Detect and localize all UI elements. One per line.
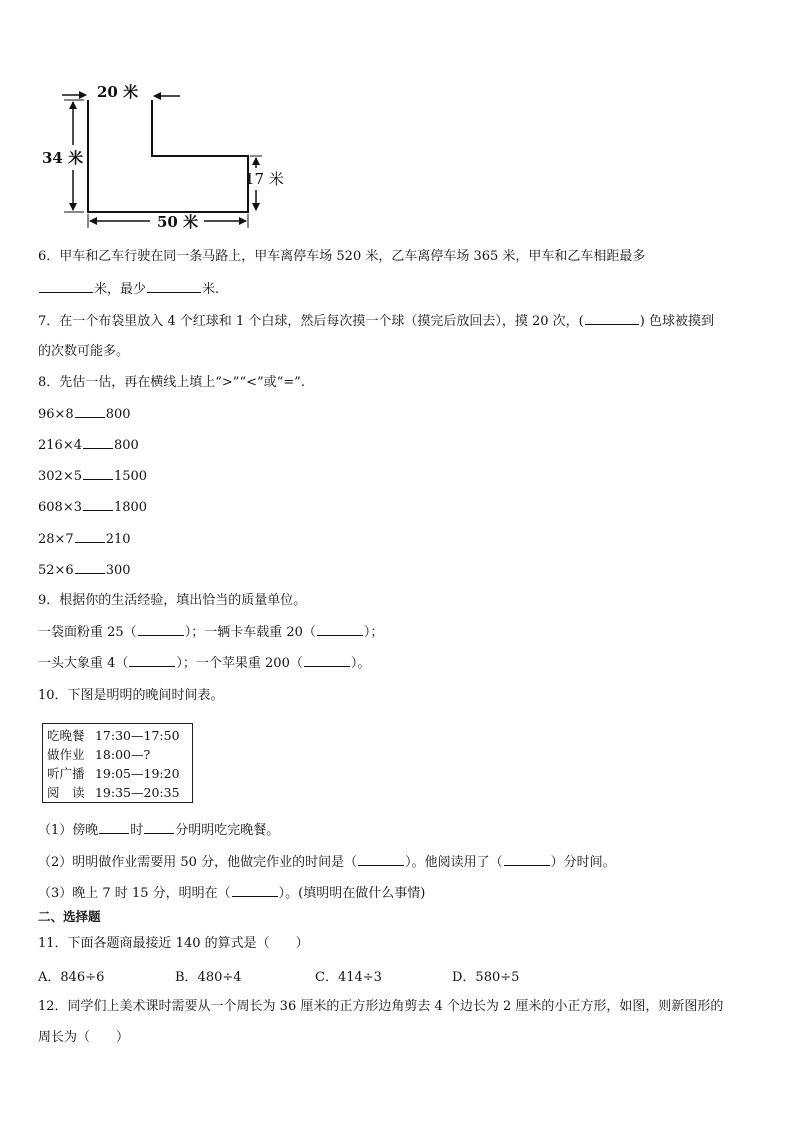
q9-text: 一袋面粉重 25（ bbox=[38, 625, 137, 640]
q10-text: （2）明明做作业需要用 50 分，他做完作业的时间是（ bbox=[38, 855, 358, 870]
q6-unit2: 米. bbox=[202, 282, 220, 297]
q10-text: 时 bbox=[130, 823, 144, 838]
q8-title: 8．先估一估，再在横线上填上“>”“<”或“=”. bbox=[38, 375, 305, 390]
q10-blank-reading-time[interactable] bbox=[504, 853, 550, 866]
q10-text: ）分时间。 bbox=[550, 855, 616, 870]
q8-right-value: 210 bbox=[105, 532, 131, 547]
q10-sub1 bbox=[38, 821, 279, 840]
q6-blank-min[interactable] bbox=[147, 280, 201, 293]
q6-blank-max[interactable] bbox=[39, 280, 93, 293]
q9-text: ）；一辆卡车载重 20（ bbox=[184, 625, 316, 640]
q6-line1 bbox=[38, 248, 645, 266]
l-shape-outline bbox=[88, 100, 248, 212]
q9-line2 bbox=[38, 654, 370, 673]
q7-text: 7．在一个布袋里放入 4 个红球和 1 个白球，然后每次摸一个球（摸完后放回去），摸 20 次，( bbox=[38, 314, 584, 329]
q8-blank[interactable] bbox=[83, 498, 113, 511]
q9-text: ）； bbox=[363, 625, 384, 640]
q9-text: 一头大象重 4（ bbox=[38, 656, 129, 671]
q10-sub2 bbox=[38, 853, 616, 872]
q8-right-value: 1500 bbox=[113, 469, 148, 484]
q9-title: 9．根据你的生活经验，填出恰当的质量单位。 bbox=[38, 593, 307, 608]
schedule-activity: 听广播 bbox=[47, 766, 85, 781]
evening-schedule-table bbox=[42, 723, 193, 803]
q11-title: 11．下面各题商最接近 140 的算式是（ ） bbox=[38, 936, 309, 951]
schedule-activity: 吃晚餐 bbox=[47, 728, 85, 743]
schedule-activity: 做作业 bbox=[47, 747, 85, 762]
q7-blank[interactable] bbox=[585, 312, 639, 325]
q8-item bbox=[38, 561, 131, 580]
q12-line2: 周长为（ ） bbox=[38, 1030, 130, 1045]
q9-blank-elephant[interactable] bbox=[129, 654, 175, 667]
q8-left-expr: 96×8 bbox=[38, 407, 74, 422]
q10-title: 10．下图是明明的晚间时间表。 bbox=[38, 688, 224, 703]
q8-left-expr: 302×5 bbox=[38, 469, 82, 484]
schedule-activity: 阅 读 bbox=[47, 785, 85, 800]
q9-text: ）；一个苹果重 200（ bbox=[176, 656, 303, 671]
q10-text: ）。(填明明在做什么事情) bbox=[278, 886, 426, 901]
q10-text: 分明明吃完晚餐。 bbox=[175, 823, 280, 838]
q7-line2 bbox=[38, 343, 129, 361]
q10-blank-minute[interactable] bbox=[144, 821, 174, 834]
top-dimension-label: 20 米 bbox=[97, 83, 139, 101]
schedule-time: 18:00—? bbox=[94, 747, 151, 762]
schedule-row bbox=[47, 783, 188, 802]
option-b[interactable]: B．480÷4 bbox=[175, 970, 242, 985]
q7-line1 bbox=[38, 312, 714, 331]
q7-text2: 的次数可能多。 bbox=[38, 344, 130, 359]
q6-unit1: 米，最少 bbox=[94, 282, 147, 297]
section-heading: 二、选择题 bbox=[38, 909, 101, 924]
q8-left-expr: 52×6 bbox=[38, 563, 74, 578]
q10-sub3 bbox=[38, 884, 425, 903]
q8-item bbox=[38, 498, 147, 517]
q8-blank[interactable] bbox=[75, 561, 105, 574]
q9-blank-truck[interactable] bbox=[317, 623, 363, 636]
q9-blank-apple[interactable] bbox=[304, 654, 350, 667]
q10-blank-hour[interactable] bbox=[99, 821, 129, 834]
q8-left-expr: 608×3 bbox=[38, 500, 82, 515]
q10-text: ）。他阅读用了（ bbox=[405, 855, 503, 870]
q8-item bbox=[38, 530, 131, 549]
schedule-time: 19:35—20:35 bbox=[94, 785, 180, 800]
q9-blank-flour[interactable] bbox=[138, 623, 184, 636]
q8-right-value: 800 bbox=[105, 407, 131, 422]
q10-blank-finish-time[interactable] bbox=[358, 853, 404, 866]
q8-item bbox=[38, 436, 139, 455]
q8-blank[interactable] bbox=[75, 530, 105, 543]
q8-right-value: 1800 bbox=[113, 500, 148, 515]
schedule-time: 17:30—17:50 bbox=[94, 728, 180, 743]
q10-blank-activity[interactable] bbox=[232, 884, 278, 897]
q12-line1: 12．同学们上美术课时需要从一个周长为 36 厘米的正方形边角剪去 4 个边长为 2 厘米的小正方形，如图，则新图形的 bbox=[38, 999, 724, 1014]
option-c[interactable]: C．414÷3 bbox=[315, 970, 382, 985]
q8-blank[interactable] bbox=[83, 436, 113, 449]
schedule-row bbox=[47, 726, 188, 745]
schedule-row bbox=[47, 764, 188, 783]
q8-blank[interactable] bbox=[75, 405, 105, 418]
schedule-time: 19:05—19:20 bbox=[94, 766, 180, 781]
q8-item bbox=[38, 467, 147, 486]
option-d[interactable]: D．580÷5 bbox=[452, 970, 520, 985]
q9-line1 bbox=[38, 623, 383, 642]
q11-options bbox=[38, 966, 538, 984]
l-shape-figure bbox=[0, 0, 320, 240]
q8-left-expr: 28×7 bbox=[38, 532, 74, 547]
q6-text: 6．甲车和乙车行驶在同一条马路上，甲车离停车场 520 米，乙车离停车场 365 米，甲车和乙车相距最多 bbox=[38, 249, 646, 264]
q6-line2 bbox=[38, 280, 219, 299]
bottom-dimension-label: 50 米 bbox=[157, 213, 199, 231]
option-a[interactable]: A．846÷6 bbox=[38, 970, 105, 985]
q10-text: （1）傍晚 bbox=[38, 823, 99, 838]
q9-text: ）。 bbox=[350, 656, 371, 671]
q7-text-end: ) 色球被摸到 bbox=[639, 314, 714, 329]
q8-right-value: 800 bbox=[113, 438, 139, 453]
left-dimension-label: 34 米 bbox=[42, 149, 84, 167]
q10-text: （3）晚上 7 时 15 分，明明在（ bbox=[38, 886, 231, 901]
schedule-row bbox=[47, 745, 188, 764]
right-dimension-label: 17 米 bbox=[245, 170, 284, 188]
q8-right-value: 300 bbox=[105, 563, 131, 578]
q8-blank[interactable] bbox=[83, 467, 113, 480]
q8-item bbox=[38, 405, 131, 424]
q8-left-expr: 216×4 bbox=[38, 438, 82, 453]
